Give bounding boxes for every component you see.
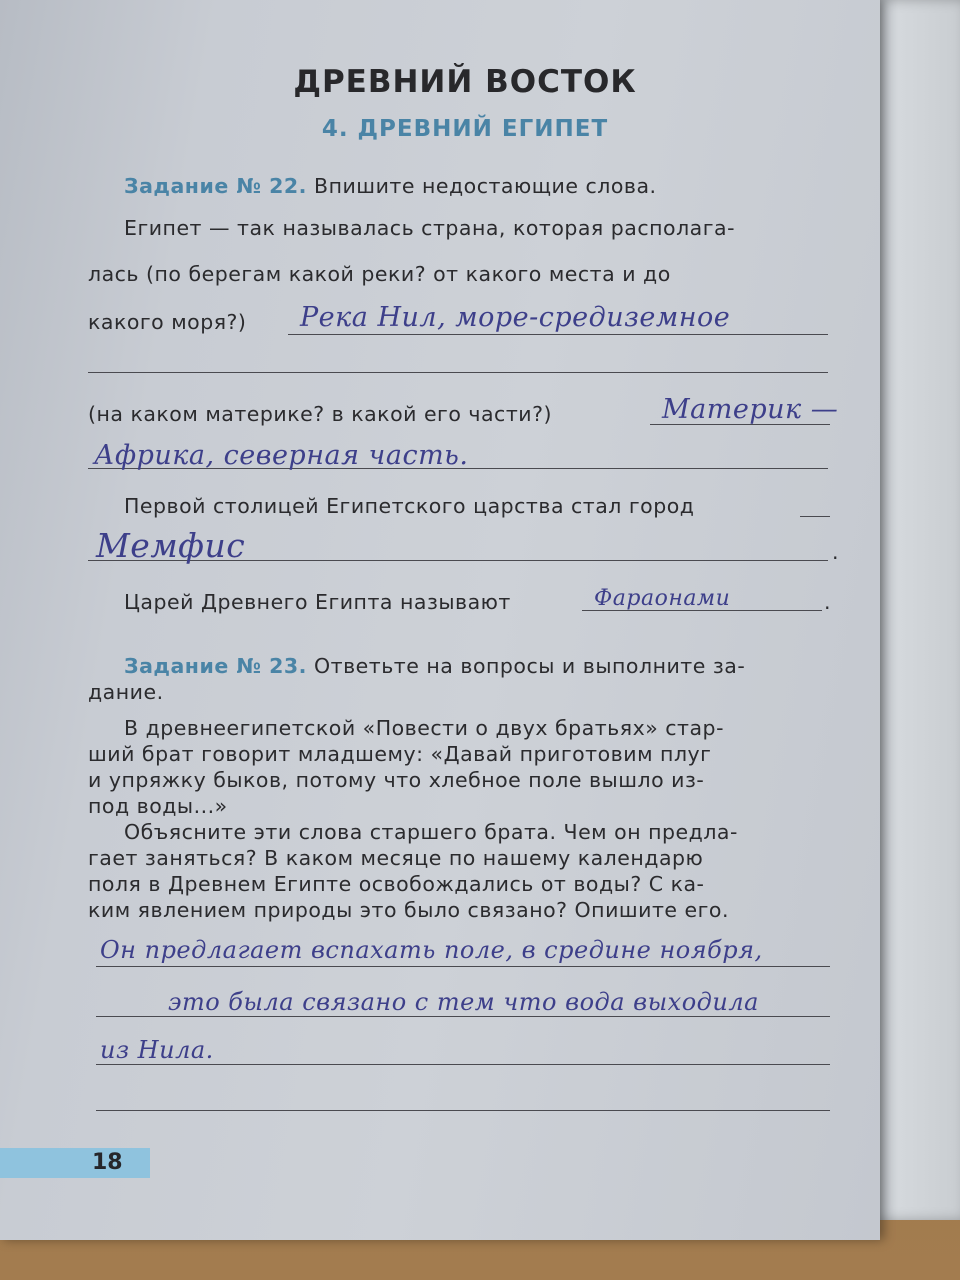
period: .	[832, 540, 840, 564]
handwritten-answer-3: из Нила.	[100, 1036, 214, 1064]
task23-heading	[124, 656, 745, 677]
handwritten-answer-2: это была связано с тем что вода выходила	[168, 988, 759, 1016]
capital-question: Первой столицей Египетского царства стал город	[124, 494, 695, 518]
quote-line-4: под воды...»	[88, 794, 228, 818]
task22-instruction: Впишите недостающие слова.	[314, 174, 657, 198]
answer-line	[288, 334, 828, 335]
chapter-title: 4. ДРЕВНИЙ ЕГИПЕТ	[321, 116, 609, 142]
task23-label: Задание № 23.	[124, 654, 307, 678]
question-line-3: поля в Древнем Египте освобождались от воды? С ка-	[88, 872, 705, 896]
task22-line-3: какого моря?)	[88, 310, 247, 334]
handwritten-answer-continent-2: Африка, северная часть.	[94, 440, 469, 471]
task22-heading	[124, 176, 657, 197]
handwritten-answer-1: Он предлагает вспахать поле, в средине ноября,	[100, 936, 763, 964]
answer-line	[800, 516, 830, 517]
period: .	[824, 590, 832, 614]
task22-line-1: Египет — так называлась страна, которая располага-	[124, 216, 735, 240]
handwritten-answer-capital: Мемфис	[96, 526, 246, 565]
task23-instruction-1: Ответьте на вопросы и выполните за-	[314, 654, 746, 678]
quote-line-3: и упряжку быков, потому что хлебное поле вышло из-	[88, 768, 705, 792]
page-number: 18	[92, 1150, 123, 1175]
handwritten-answer-river: Река Нил, море-средиземное	[300, 302, 731, 333]
question-line-2: гает заняться? В каком месяце по нашему календарю	[88, 846, 704, 870]
handwritten-answer-continent-1: Материк —	[662, 394, 839, 425]
answer-line	[88, 372, 828, 373]
kings-question: Царей Древнего Египта называют	[124, 590, 511, 614]
answer-line	[96, 966, 830, 967]
task23-instruction-2: дание.	[88, 680, 164, 704]
section-title: ДРЕВНИЙ ВОСТОК	[293, 64, 637, 100]
facing-page-edge	[872, 0, 960, 1220]
quote-line-1: В древнеегипетской «Повести о двух братьях» стар-	[124, 716, 724, 740]
answer-line	[96, 1110, 830, 1111]
answer-line	[96, 1016, 830, 1017]
quote-line-2: ший брат говорит младшему: «Давай приготовим плуг	[88, 742, 712, 766]
answer-line	[96, 1064, 830, 1065]
question-line-1: Объясните эти слова старшего брата. Чем он предла-	[124, 820, 738, 844]
page-number-band	[0, 1148, 150, 1178]
task22-line-4: (на каком материке? в какой его части?)	[88, 402, 552, 426]
task22-line-2: лась (по берегам какой реки? от какого места и до	[88, 262, 671, 286]
handwritten-answer-kings: Фараонами	[594, 586, 731, 611]
question-line-4: ким явлением природы это было связано? Опишите его.	[88, 898, 729, 922]
task22-label: Задание № 22.	[124, 174, 307, 198]
